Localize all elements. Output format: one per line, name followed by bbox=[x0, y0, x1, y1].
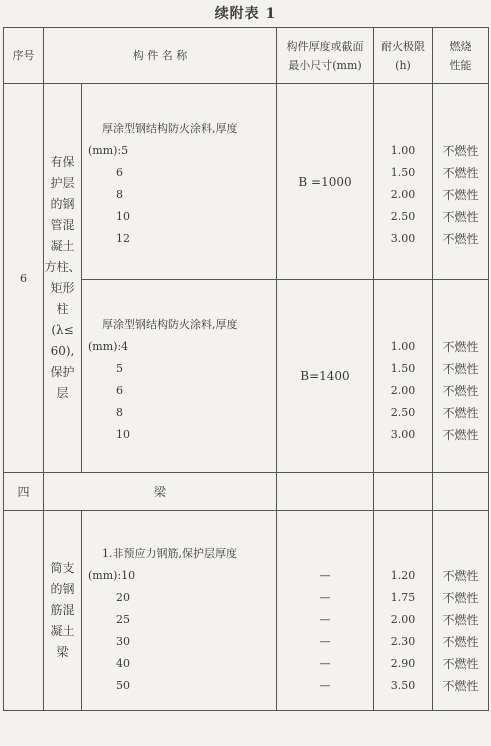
label-line: 60), bbox=[50, 344, 75, 358]
comb-value: 不燃性 bbox=[442, 384, 479, 398]
header-comb-line2: 性能 bbox=[449, 58, 472, 72]
comb-value: 不燃性 bbox=[442, 428, 479, 442]
fire-limit-cell bbox=[374, 280, 433, 473]
comb-value: 不燃性 bbox=[442, 232, 479, 246]
value-line: (mm):5 bbox=[88, 144, 129, 157]
fire-value: 2.00 bbox=[390, 384, 416, 397]
fire-value: 1.20 bbox=[390, 569, 416, 582]
value-line: 8 bbox=[116, 406, 123, 419]
label-line: 筋混 bbox=[50, 603, 75, 617]
combustibility-cell bbox=[433, 84, 489, 280]
comb-value: 不燃性 bbox=[442, 406, 479, 420]
value-line: 30 bbox=[116, 635, 130, 648]
fire-value: 2.90 bbox=[390, 657, 416, 670]
value-line: (mm):10 bbox=[88, 569, 136, 582]
table-row bbox=[4, 84, 489, 280]
value-line: (mm):4 bbox=[88, 340, 129, 353]
label-line: 简支 bbox=[50, 561, 75, 575]
fire-value: 3.00 bbox=[390, 232, 416, 245]
header-fire-line1: 耐火极限 bbox=[381, 39, 425, 53]
label-line: 的钢 bbox=[50, 582, 75, 596]
label-line: 凝土 bbox=[50, 624, 75, 638]
fire-value: 2.00 bbox=[390, 613, 416, 626]
comb-value: 不燃性 bbox=[442, 340, 479, 354]
fire-limit-cell bbox=[374, 84, 433, 280]
header-thickness-line1: 构件厚度或截面 bbox=[286, 39, 364, 53]
label-line: 梁 bbox=[56, 645, 69, 659]
empty-cell bbox=[433, 473, 489, 511]
description-line: 厚涂型钢结构防火涂料,厚度 bbox=[102, 122, 238, 135]
label-line: 凝土 bbox=[50, 239, 75, 253]
thickness-value: — bbox=[319, 591, 331, 604]
item-label bbox=[44, 84, 82, 473]
value-line: 10 bbox=[116, 428, 130, 441]
label-line: 层 bbox=[56, 386, 69, 400]
table-row bbox=[4, 511, 489, 711]
label-line: 矩形 bbox=[50, 281, 75, 295]
table-title: 续附表 1 bbox=[214, 6, 277, 22]
header-fire-limit bbox=[374, 28, 433, 84]
thickness-cell: B =1000 bbox=[277, 84, 374, 280]
section-row bbox=[4, 473, 489, 511]
thickness-value: — bbox=[319, 657, 331, 670]
fire-value: 2.00 bbox=[390, 188, 416, 201]
fire-value: 1.00 bbox=[390, 340, 416, 353]
value-line: 12 bbox=[116, 232, 130, 245]
thickness-cell bbox=[277, 511, 374, 711]
thickness-cell: B=1400 bbox=[277, 280, 374, 473]
fire-value: 2.50 bbox=[390, 210, 416, 223]
fire-resistance-table bbox=[3, 27, 489, 711]
empty-cell bbox=[277, 473, 374, 511]
fire-value: 1.00 bbox=[390, 144, 416, 157]
fire-value: 2.30 bbox=[390, 635, 416, 648]
fire-value: 1.50 bbox=[390, 362, 416, 375]
value-line: 40 bbox=[116, 657, 130, 670]
header-thickness-line2: 最小尺寸(mm) bbox=[288, 58, 362, 72]
combustibility-cell bbox=[433, 511, 489, 711]
header-fire-line2: (h) bbox=[395, 58, 411, 72]
comb-value: 不燃性 bbox=[442, 613, 479, 627]
value-line: 20 bbox=[116, 591, 130, 604]
header-combustibility bbox=[433, 28, 489, 84]
comb-value: 不燃性 bbox=[442, 569, 479, 583]
item-number: 6 bbox=[4, 84, 44, 473]
comb-value: 不燃性 bbox=[442, 635, 479, 649]
value-line: 5 bbox=[116, 362, 123, 375]
value-line: 6 bbox=[116, 166, 123, 179]
value-line: 8 bbox=[116, 188, 123, 201]
thickness-value: — bbox=[319, 635, 331, 648]
section-name: 梁 bbox=[44, 473, 277, 511]
comb-value: 不燃性 bbox=[442, 679, 479, 693]
empty-cell bbox=[374, 473, 433, 511]
thickness-value: — bbox=[319, 569, 331, 582]
section-number: 四 bbox=[4, 473, 44, 511]
thickness-value: — bbox=[319, 613, 331, 626]
fire-value: 1.75 bbox=[390, 591, 416, 604]
label-line: (λ≤ bbox=[51, 323, 74, 337]
fire-limit-cell bbox=[374, 511, 433, 711]
fire-value: 1.50 bbox=[390, 166, 416, 179]
label-line: 方柱、 bbox=[44, 260, 81, 274]
component-description bbox=[82, 280, 277, 473]
comb-value: 不燃性 bbox=[442, 144, 479, 158]
thickness-value: — bbox=[319, 679, 331, 692]
label-line: 有保 bbox=[50, 155, 75, 169]
label-line: 管混 bbox=[50, 218, 75, 232]
description-line: 厚涂型钢结构防火涂料,厚度 bbox=[102, 318, 238, 331]
header-row bbox=[4, 28, 489, 84]
fire-value: 3.00 bbox=[390, 428, 416, 441]
header-comb-line1: 燃烧 bbox=[449, 39, 472, 53]
header-name: 构 件 名 称 bbox=[44, 28, 277, 84]
label-line: 保护 bbox=[50, 365, 75, 379]
fire-value: 3.50 bbox=[390, 679, 416, 692]
item-label bbox=[44, 511, 82, 711]
value-line: 25 bbox=[116, 613, 130, 626]
value-line: 6 bbox=[116, 384, 123, 397]
comb-value: 不燃性 bbox=[442, 210, 479, 224]
comb-value: 不燃性 bbox=[442, 188, 479, 202]
label-line: 柱 bbox=[56, 302, 69, 316]
header-thickness bbox=[277, 28, 374, 84]
header-no: 序号 bbox=[4, 28, 44, 84]
component-description bbox=[82, 511, 277, 711]
combustibility-cell bbox=[433, 280, 489, 473]
comb-value: 不燃性 bbox=[442, 657, 479, 671]
comb-value: 不燃性 bbox=[442, 166, 479, 180]
label-line: 护层 bbox=[50, 176, 75, 190]
fire-value: 2.50 bbox=[390, 406, 416, 419]
value-line: 50 bbox=[116, 679, 130, 692]
comb-value: 不燃性 bbox=[442, 591, 479, 605]
description-line: 1.非预应力钢筋,保护层厚度 bbox=[102, 547, 237, 560]
empty-cell bbox=[4, 511, 44, 711]
value-line: 10 bbox=[116, 210, 130, 223]
comb-value: 不燃性 bbox=[442, 362, 479, 376]
label-line: 的钢 bbox=[50, 197, 75, 211]
component-description bbox=[82, 84, 277, 280]
